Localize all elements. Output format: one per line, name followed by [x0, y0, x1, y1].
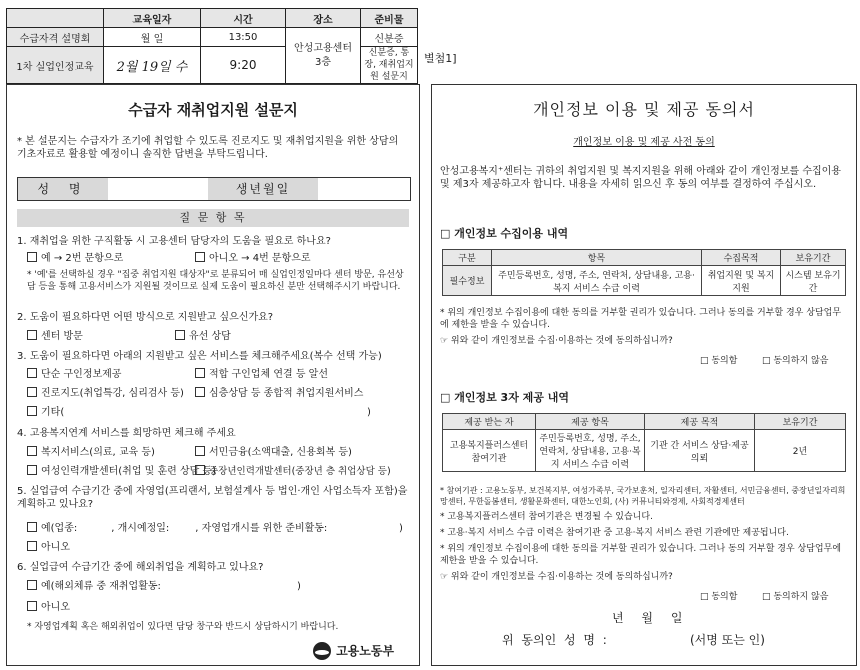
question-2: 2. 도움이 필요하다면 어떤 방식으로 지원받고 싶으신가요? — [17, 312, 274, 323]
q3-option-2[interactable] — [195, 368, 328, 381]
name-label: 성 명 — [18, 178, 108, 200]
q5-close: ) — [399, 523, 403, 534]
checkbox[interactable] — [195, 252, 205, 262]
third-party-agree[interactable]: □ 동의함 — [700, 592, 738, 602]
t2-header: 제공 목적 — [645, 414, 755, 430]
t2-header: 제공 항목 — [536, 414, 645, 430]
schedule-supplies: 신분증, 통장, 재취업지원 설문지 — [361, 47, 418, 84]
schedule-header-date: 교육일자 — [104, 9, 201, 28]
name-dob-row — [17, 177, 411, 201]
t1-cell: 필수정보 — [443, 266, 492, 296]
third-party-section-title: □ 개인정보 3자 제공 내역 — [440, 391, 569, 404]
q3-other-close: ) — [367, 407, 371, 418]
q6-close: ) — [297, 581, 301, 592]
q6-option-no[interactable] — [27, 601, 70, 614]
attachment-label: 별첨1] — [424, 52, 457, 65]
ministry-logo — [313, 640, 394, 660]
schedule-supplies: 신분증 — [361, 28, 418, 47]
q5-option-no[interactable] — [27, 541, 70, 554]
q1-note: * '예'를 선택하실 경우 "집중 취업지원 대상자"로 분류되어 매 실업인정일마다 센터 방문, 유선상담 등을 통해 고용서비스가 지원될 것이므로 실제 도움이 필요하신 분만 선택해주시기 바랍니다. — [27, 270, 404, 292]
consent-intro: 안성고용복지⁺센터는 귀하의 취업지원 및 복지지원을 위해 아래와 같이 개인정보를 수집이용 및 제3자 제공하고자 합니다. 내용을 자세히 읽으신 후 동의 여부를 결정하여 주십시오. — [440, 166, 841, 190]
ministry-logo-text: 고용노동부 — [336, 644, 395, 658]
checkbox[interactable] — [27, 387, 37, 397]
third-party-refusal-note: * 위의 개인정보 수집이용에 대한 동의를 거부할 권리가 있습니다. 그러나 동의 거부할 경우 상담업무에 제한을 받을 수 있습니다. — [440, 544, 842, 566]
q3-option-other[interactable] — [27, 406, 64, 419]
checkbox[interactable] — [195, 446, 205, 456]
q5-prep-label: , 자영업개시를 위한 준비활동: — [195, 523, 328, 534]
checkbox[interactable] — [27, 252, 37, 262]
schedule-header-time: 시간 — [201, 9, 286, 28]
schedule-date: 월 일 — [104, 28, 201, 47]
checkbox[interactable] — [27, 601, 37, 611]
signature-hint: (서명 또는 인) — [690, 633, 765, 647]
t2-cell: 2년 — [755, 430, 846, 472]
t2-header: 제공 받는 자 — [443, 414, 536, 430]
t1-cell: 시스템 보유기간 — [781, 266, 846, 296]
signer-label: 위 동의인 성 명 : — [502, 633, 607, 647]
q1-option-no[interactable] — [195, 252, 311, 265]
q5-start-date-label: , 개시예정일: — [111, 523, 170, 534]
collection-agree[interactable]: □ 동의함 — [700, 356, 738, 366]
question-section-header: 질 문 항 목 — [17, 209, 409, 227]
q3-option-1[interactable] — [27, 368, 121, 381]
q1-no-label: 아니오 → 4번 문항으로 — [209, 253, 311, 264]
schedule-place-text: 안성고용센터 3층 — [294, 42, 352, 68]
consent-date: 년 월 일 — [612, 611, 683, 625]
q1-yes-label: 예 → 2번 문항으로 — [41, 253, 124, 264]
t2-cell: 기관 간 서비스 상담·제공 의뢰 — [645, 430, 755, 472]
q4-option-4[interactable] — [195, 465, 391, 478]
checkbox[interactable] — [27, 541, 37, 551]
q3-option-label: 적합 구인업체 연결 등 알선 — [209, 369, 328, 380]
q3-option-label: 진로지도(취업특강, 심리검사 등) — [41, 388, 184, 399]
checkbox[interactable] — [27, 330, 37, 340]
q2-visit-label: 센터 방문 — [41, 331, 83, 342]
t1-header: 보유기간 — [781, 250, 846, 266]
q6-yes-label: 예(해외체류 중 재취업활동: — [41, 581, 161, 592]
question-4: 4. 고용복지연계 서비스를 희망하면 체크해 주세요 — [17, 428, 236, 439]
schedule-header-supplies: 준비물 — [361, 9, 418, 28]
schedule-place — [286, 28, 361, 84]
third-party-disagree[interactable]: □ 동의하지 않음 — [762, 592, 829, 602]
q4-option-3[interactable] — [27, 465, 216, 478]
dob-field[interactable] — [318, 178, 410, 200]
collection-disagree[interactable]: □ 동의하지 않음 — [762, 356, 829, 366]
schedule-time: 9:20 — [201, 47, 286, 84]
schedule-header-place: 장소 — [286, 9, 361, 28]
checkbox[interactable] — [195, 387, 205, 397]
consent-subtitle: 개인정보 이용 및 제공 사전 동의 — [573, 137, 715, 148]
t2-cell: 고용복지플러스센터 참여기관 — [443, 430, 536, 472]
q3-option-label: 심층상담 등 종합적 취업지원서비스 — [209, 388, 364, 399]
q2-phone-label: 유선 상담 — [189, 331, 231, 342]
checkbox[interactable] — [195, 368, 205, 378]
schedule-time: 13:50 — [201, 28, 286, 47]
schedule-table — [6, 8, 418, 84]
q4-option-1[interactable] — [27, 446, 155, 459]
q4-option-2[interactable] — [195, 446, 352, 459]
q6-no-label: 아니오 — [41, 602, 70, 613]
question-1: 1. 재취업을 위한 구직활동 시 고용센터 담당자의 도움을 필요로 하나요? — [17, 236, 331, 247]
footer-note: * 자영업계획 혹은 해외취업이 있다면 담당 창구와 반드시 상담하시기 바랍니다. — [27, 622, 339, 632]
t1-header: 구분 — [443, 250, 492, 266]
checkbox[interactable] — [27, 465, 37, 475]
q4-option-label: 여성인력개발센터(취업 및 훈련 상담 등) — [41, 466, 217, 477]
survey-title: 수급자 재취업지원 설문지 — [128, 101, 298, 119]
third-party-table — [442, 413, 846, 472]
checkbox[interactable] — [195, 465, 205, 475]
checkbox[interactable] — [27, 446, 37, 456]
checkbox[interactable] — [27, 580, 37, 590]
q5-yes-label: 예(업종: — [41, 523, 78, 534]
collection-note: * 위의 개인정보 수집이용에 대한 동의를 거부할 권리가 있습니다. 그러나 동의를 거부할 경우 상담업무에 제한을 받을 수 있습니다. — [440, 308, 842, 330]
q3-option-label: 단순 구인정보제공 — [41, 369, 122, 380]
third-party-question: ☞ 위와 같이 개인정보를 수집·이용하는 것에 동의하십니까? — [440, 572, 673, 582]
q2-option-phone[interactable] — [175, 330, 231, 343]
collection-table — [442, 249, 846, 296]
question-6: 6. 실업급여 수급기간 중에 해외취업을 계획하고 있나요? — [17, 562, 264, 573]
service-history-note: * 고용·복지 서비스 수급 이력은 참여기관 중 고용·복지 서비스 관련 기관에만 제공됩니다. — [440, 528, 789, 538]
t2-cell: 주민등록번호, 성명, 주소, 연락처, 상담내용, 고용·복지 서비스 수급 이력 — [536, 430, 645, 472]
q5-option-yes[interactable] — [27, 522, 417, 535]
name-field[interactable] — [108, 178, 208, 200]
q3-option-3[interactable] — [27, 387, 184, 400]
checkbox[interactable] — [27, 368, 37, 378]
t1-header: 항목 — [492, 250, 702, 266]
survey-intro: * 본 설문지는 수급자가 조기에 취업할 수 있도록 진로지도 및 재취업지원을 위한 상담의 기초자료로 활용할 예정이니 솔직한 답변을 부탁드립니다. — [17, 136, 399, 160]
q6-option-yes[interactable] — [27, 580, 161, 593]
q3-option-4[interactable] — [195, 387, 363, 400]
t1-cell: 취업지원 및 복지지원 — [702, 266, 781, 296]
question-5: 5. 실업급여 수급기간 중에 자영업(프리랜서, 보험설계사 등 법인·개인 사업소득자 포함)을 계획하고 있나요? — [17, 486, 408, 510]
t2-header: 보유기간 — [755, 414, 846, 430]
t1-header: 수집목적 — [702, 250, 781, 266]
q3-other-label: 기타( — [41, 407, 65, 418]
q4-option-label: 서민금융(소액대출, 신용회복 등) — [209, 447, 352, 458]
collection-section-title: □ 개인정보 수집이용 내역 — [440, 227, 569, 240]
q1-option-yes[interactable] — [27, 252, 123, 265]
schedule-date-handwritten: 2월 19일 수 — [104, 47, 201, 84]
t1-cell: 주민등록번호, 성명, 주소, 연락처, 상담내용, 고용·복지 서비스 수급 이력 — [492, 266, 702, 296]
checkbox[interactable] — [27, 406, 37, 416]
question-3: 3. 도움이 필요하다면 아래의 지원받고 싶은 서비스를 체크해주세요(복수 선택 가능) — [17, 351, 382, 362]
survey-panel — [6, 84, 420, 666]
checkbox[interactable] — [27, 522, 37, 532]
consent-title: 개인정보 이용 및 제공 동의서 — [533, 100, 755, 119]
schedule-row-label: 1차 실업인정교육 — [7, 47, 104, 84]
schedule-corner — [7, 9, 104, 28]
q4-option-label: 복지서비스(의료, 교육 등) — [41, 447, 155, 458]
participating-agencies: * 참여기관 : 고용노동부, 보건복지부, 여성가족부, 국가보훈처, 일자리센터, 자활센터, 서민금융센터, 중장년일자리희망센터, 무한돌봄센터, 생활문화센터, 대한노인회, (사) 커뮤니티와경제, 사회적경제센터 — [440, 486, 846, 506]
checkbox[interactable] — [175, 330, 185, 340]
schedule-row-label: 수급자격 설명회 — [7, 28, 104, 47]
q2-option-visit[interactable] — [27, 330, 83, 343]
dob-label: 생년월일 — [208, 178, 318, 200]
agencies-change-note: * 고용복지플러스센터 참여기관은 변경될 수 있습니다. — [440, 512, 653, 522]
consent-panel — [431, 84, 857, 666]
ministry-emblem-icon — [313, 642, 331, 660]
q4-option-label: 중장년인력개발센터(중장년 층 취업상담 등) — [209, 466, 391, 477]
collection-question: ☞ 위와 같이 개인정보를 수집·이용하는 것에 동의하십니까? — [440, 336, 673, 346]
q5-no-label: 아니오 — [41, 542, 70, 553]
